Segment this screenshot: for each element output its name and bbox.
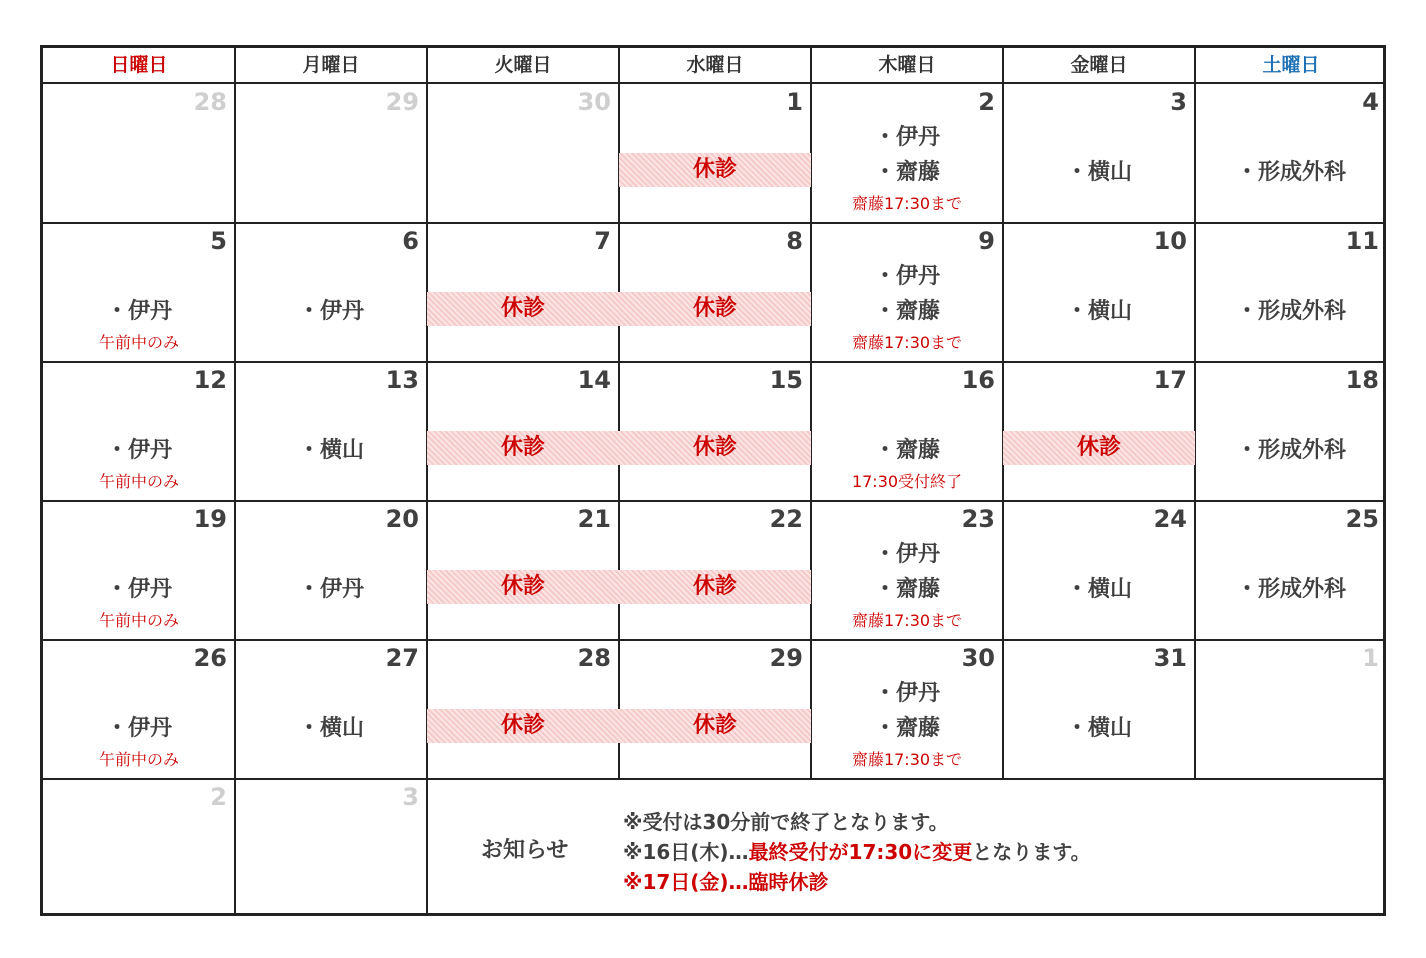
schedule-note: 午前中のみ xyxy=(98,472,179,491)
doctor-entry: ・形成外科 xyxy=(1235,438,1346,463)
day-number: 24 xyxy=(1153,505,1187,533)
closed-badge: 休診 xyxy=(427,570,619,604)
doctor-entry: ・伊丹 xyxy=(297,577,364,602)
closed-badge: 休診 xyxy=(619,570,811,604)
day-number: 28 xyxy=(193,88,227,116)
day-cell xyxy=(619,223,811,362)
day-number: 12 xyxy=(193,366,227,394)
day-cell xyxy=(1003,501,1195,640)
day-cell xyxy=(427,640,619,779)
day-cell xyxy=(619,640,811,779)
day-number: 29 xyxy=(769,644,803,672)
weekday-header-0: 日曜日 xyxy=(110,54,168,76)
day-number: 21 xyxy=(577,505,611,533)
notice-line-1: ※受付は30分前で終了となります。 xyxy=(623,810,949,834)
doctor-entry: ・伊丹 xyxy=(105,716,172,741)
day-cell xyxy=(43,501,235,640)
day-number: 9 xyxy=(978,227,995,255)
day-number: 30 xyxy=(961,644,995,672)
day-number: 8 xyxy=(786,227,803,255)
day-number: 28 xyxy=(577,644,611,672)
day-number: 20 xyxy=(385,505,419,533)
day-cell xyxy=(1195,640,1387,779)
day-cell xyxy=(811,362,1003,501)
day-number: 27 xyxy=(385,644,419,672)
doctor-entry: ・横山 xyxy=(297,438,364,463)
doctor-entry: ・伊丹 xyxy=(873,681,940,706)
closed-badge: 休診 xyxy=(619,709,811,743)
day-number: 7 xyxy=(594,227,611,255)
day-cell xyxy=(427,362,619,501)
closed-badge: 休診 xyxy=(619,431,811,465)
doctor-entry: ・齋藤 xyxy=(873,299,940,324)
day-cell xyxy=(1195,84,1387,223)
schedule-note: 午前中のみ xyxy=(98,611,179,630)
day-cell xyxy=(235,640,427,779)
day-number: 29 xyxy=(385,88,419,116)
doctor-entry: ・横山 xyxy=(1065,577,1132,602)
doctor-entry: ・形成外科 xyxy=(1235,577,1346,602)
closed-badge: 休診 xyxy=(427,709,619,743)
day-number: 10 xyxy=(1153,227,1187,255)
schedule-note: 齋藤17:30まで xyxy=(851,333,963,352)
day-number: 2 xyxy=(978,88,995,116)
day-number: 25 xyxy=(1345,505,1379,533)
day-cell xyxy=(427,223,619,362)
schedule-note: 齋藤17:30まで xyxy=(851,611,963,630)
day-number: 31 xyxy=(1153,644,1187,672)
weekday-header-1: 月曜日 xyxy=(302,54,360,76)
doctor-entry: ・横山 xyxy=(1065,716,1132,741)
doctor-entry: ・齋藤 xyxy=(873,577,940,602)
doctor-entry: ・横山 xyxy=(1065,299,1132,324)
schedule-note: 齋藤17:30まで xyxy=(851,194,963,213)
day-number: 23 xyxy=(961,505,995,533)
day-number: 14 xyxy=(577,366,611,394)
day-number: 17 xyxy=(1153,366,1187,394)
day-cell xyxy=(235,223,427,362)
day-cell xyxy=(1195,501,1387,640)
schedule-note: 17:30受付終了 xyxy=(851,472,963,491)
closed-badge: 休診 xyxy=(427,292,619,326)
day-cell xyxy=(43,640,235,779)
day-cell xyxy=(235,362,427,501)
day-cell xyxy=(811,84,1003,223)
day-cell xyxy=(43,779,235,918)
schedule-note: 齋藤17:30まで xyxy=(851,750,963,769)
doctor-entry: ・伊丹 xyxy=(297,299,364,324)
weekday-header-row xyxy=(43,48,1383,84)
day-cell xyxy=(43,223,235,362)
day-number: 3 xyxy=(1170,88,1187,116)
weekday-header-5: 金曜日 xyxy=(1070,54,1128,76)
weekday-header-3: 水曜日 xyxy=(686,54,744,76)
schedule-note: 午前中のみ xyxy=(98,333,179,352)
weekday-header-4: 木曜日 xyxy=(878,54,936,76)
notice-line-2-pre: ※16日(木)… xyxy=(623,840,749,864)
day-cell xyxy=(235,84,427,223)
schedule-note: 午前中のみ xyxy=(98,750,179,769)
day-cell xyxy=(811,501,1003,640)
day-number: 19 xyxy=(193,505,227,533)
day-number: 22 xyxy=(769,505,803,533)
doctor-entry: ・横山 xyxy=(297,716,364,741)
closed-badge: 休診 xyxy=(619,153,811,187)
day-cell xyxy=(619,362,811,501)
day-number: 1 xyxy=(786,88,803,116)
weekday-header-6: 土曜日 xyxy=(1262,54,1320,76)
day-cell xyxy=(619,501,811,640)
day-cell xyxy=(811,640,1003,779)
day-number: 30 xyxy=(577,88,611,116)
notice-line-3: ※17日(金)…臨時休診 xyxy=(623,870,829,894)
day-cell xyxy=(43,84,235,223)
doctor-entry: ・伊丹 xyxy=(873,125,940,150)
day-number: 3 xyxy=(402,783,419,811)
closed-badge: 休診 xyxy=(619,292,811,326)
notice-label: お知らせ xyxy=(481,838,569,863)
day-cell xyxy=(1003,362,1195,501)
weekday-header-2: 火曜日 xyxy=(494,54,552,76)
day-number: 4 xyxy=(1362,88,1379,116)
doctor-entry: ・伊丹 xyxy=(105,299,172,324)
day-number: 26 xyxy=(193,644,227,672)
doctor-entry: ・形成外科 xyxy=(1235,160,1346,185)
day-cell xyxy=(427,501,619,640)
day-cell xyxy=(43,362,235,501)
day-cell xyxy=(235,779,427,918)
doctor-entry: ・伊丹 xyxy=(873,264,940,289)
day-cell xyxy=(811,223,1003,362)
day-cell xyxy=(1003,84,1195,223)
doctor-entry: ・齋藤 xyxy=(873,160,940,185)
day-number: 13 xyxy=(385,366,419,394)
day-number: 2 xyxy=(210,783,227,811)
day-cell xyxy=(1003,640,1195,779)
day-cell xyxy=(1003,223,1195,362)
notice-line-2 xyxy=(623,836,1091,865)
day-number: 11 xyxy=(1345,227,1379,255)
day-cell xyxy=(427,84,619,223)
doctor-entry: ・伊丹 xyxy=(105,577,172,602)
day-number: 18 xyxy=(1345,366,1379,394)
doctor-entry: ・齋藤 xyxy=(873,438,940,463)
day-cell xyxy=(1195,362,1387,501)
doctor-entry: ・齋藤 xyxy=(873,716,940,741)
day-number: 5 xyxy=(210,227,227,255)
closed-badge: 休診 xyxy=(427,431,619,465)
day-number: 16 xyxy=(961,366,995,394)
doctor-entry: ・伊丹 xyxy=(105,438,172,463)
doctor-entry: ・伊丹 xyxy=(873,542,940,567)
day-number: 1 xyxy=(1362,644,1379,672)
closed-badge: 休診 xyxy=(1003,431,1195,465)
day-cell xyxy=(1195,223,1387,362)
notice-line-2-highlight: 最終受付が17:30に変更 xyxy=(748,840,973,864)
day-cell xyxy=(619,84,811,223)
calendar xyxy=(40,45,1386,916)
day-number: 15 xyxy=(769,366,803,394)
doctor-entry: ・横山 xyxy=(1065,160,1132,185)
day-cell xyxy=(235,501,427,640)
notice-line-2-post: となります。 xyxy=(972,840,1091,864)
day-number: 6 xyxy=(402,227,419,255)
doctor-entry: ・形成外科 xyxy=(1235,299,1346,324)
